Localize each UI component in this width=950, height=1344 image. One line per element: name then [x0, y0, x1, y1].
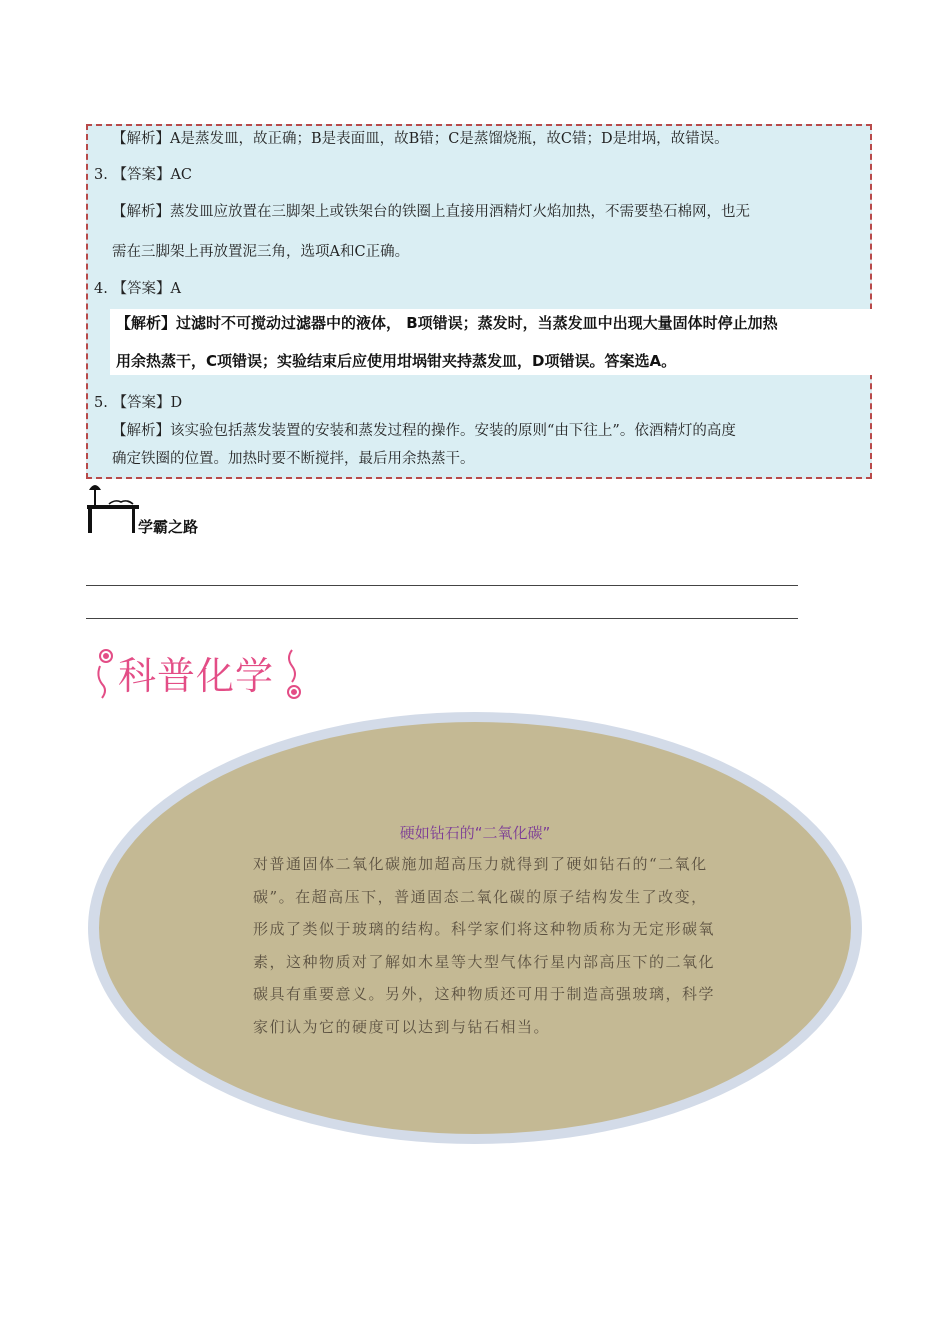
item5-explain-line1: 【解析】该实验包括蒸发装置的安装和蒸发过程的操作。安装的原则“由下往上”。依酒精灯的高度	[112, 423, 736, 439]
item3-explain-line2: 需在三脚架上再放置泥三角，选项A和C正确。	[112, 244, 410, 260]
item4-explain-line1: 【解析】过滤时不可搅动过滤器中的液体， B项错误；蒸发时，当蒸发皿中出现大量固体时停止加热	[116, 314, 778, 332]
item3-explain-line1: 【解析】蒸发皿应放置在三脚架上或铁架台的铁圈上直接用酒精灯火焰加热，不需要垫石棉网，也无	[112, 204, 750, 220]
item5-answer: 5. 【答案】D	[94, 395, 183, 411]
science-line: 形成了类似于玻璃的结构。科学家们将这种物质称为无定形碳氧	[253, 920, 716, 938]
item4-answer: 4. 【答案】A	[94, 281, 181, 297]
item5-explain-line2: 确定铁圈的位置。加热时要不断搅拌，最后用余热蒸干。	[112, 451, 475, 467]
divider-line	[86, 618, 798, 619]
divider-line	[86, 585, 798, 586]
science-line: 素，这种物质对了解如木星等大型气体行星内部高压下的二氧化	[253, 953, 716, 971]
item2-explain: 【解析】A是蒸发皿，故正确；B是表面皿，故B错；C是蒸馏烧瓶，故C错；D是坩埚，故错误。	[112, 131, 729, 147]
road-title: 学霸之路	[138, 518, 199, 536]
item4-explain-line2: 用余热蒸干，C项错误；实验结束后应使用坩埚钳夹持蒸发皿，D项错误。答案选A。	[116, 352, 677, 370]
science-line: 碳具有重要意义。另外，这种物质还可用于制造高强玻璃，科学	[253, 985, 716, 1003]
item3-answer: 3. 【答案】AC	[94, 167, 193, 183]
science-title: 硬如钻石的“二氧化碳”	[399, 824, 551, 842]
desk-lamp-icon	[85, 480, 141, 534]
kepu-heading: 科普化学	[118, 654, 275, 698]
science-line: 碳”。在超高压下，普通固态二氧化碳的原子结构发生了改变，	[253, 888, 708, 906]
science-line: 对普通固体二氧化碳施加超高压力就得到了硬如钻石的“二氧化	[253, 855, 708, 873]
science-line: 家们认为它的硬度可以达到与钻石相当。	[253, 1018, 551, 1036]
